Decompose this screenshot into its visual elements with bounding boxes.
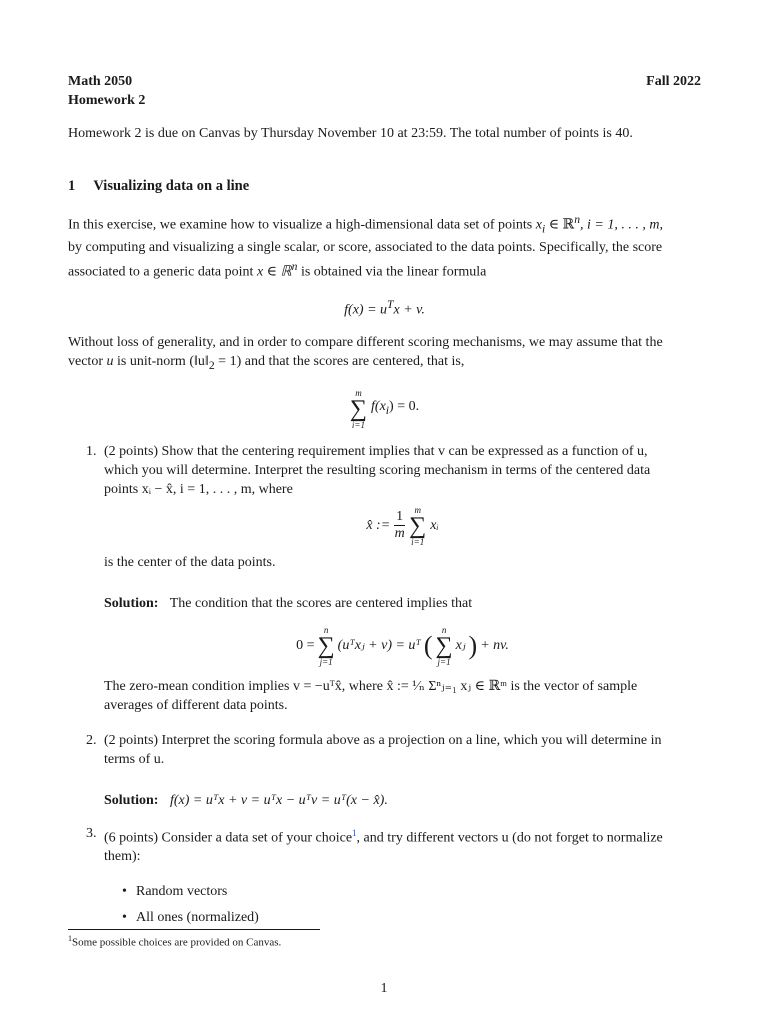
solution-1-text: The condition that the scores are centered implies that (169, 595, 473, 611)
course-name: Math 2050 (68, 74, 133, 89)
zero-mean-line1: The zero-mean condition implies v = −uᵀx̂, where x̂ := ¹⁄ₙ Σⁿⱼ₌₁ xⱼ ∈ ℝᵐ is the vector of sample (104, 678, 638, 694)
wlog-norm-sub: 2 (208, 358, 215, 372)
sum-lower-limit: i=1 (411, 536, 425, 547)
header-row (68, 72, 701, 91)
footnote-mark: 1 (68, 934, 72, 943)
intro-line3-text: associated to a generic data point (68, 265, 257, 281)
solution-1 (104, 594, 701, 613)
zero-mean-line2: averages of different data points. (104, 697, 288, 713)
problem3-line2: them): (104, 849, 141, 865)
wlog-line2-end: = 1) and that the scores are centered, that is, (214, 353, 465, 369)
centering-sub: i (385, 403, 390, 417)
sum-symbol: m ∑ i=1 (349, 387, 368, 430)
sol-eq-inner: xⱼ (455, 638, 466, 654)
problem3-line1-a: (6 points) Consider a data set of your choice (104, 830, 353, 846)
intro-line3-sup: n (291, 260, 298, 274)
score-formula-rhs: x + v. (393, 302, 425, 318)
sol-eq-end: + nv. (480, 638, 509, 654)
intro-line3-math: x ∈ ℝ (256, 265, 292, 281)
center-def-lhs: x̂ := (366, 518, 391, 534)
footnote-text: Some possible choices are provided on Canvas. (72, 936, 282, 949)
solution-1-equation: 0 = n ∑ j=1 (uᵀxⱼ + v) = uᵀ ( n ∑ j=1 xⱼ ) + nv. (296, 624, 509, 667)
sum-lower-limit: j=1 (319, 656, 333, 667)
wlog-paragraph (68, 333, 701, 375)
intro-math-x: x (535, 217, 542, 233)
fraction-numerator: 1 (396, 509, 404, 525)
sum-upper-limit: n (323, 624, 329, 635)
fraction-1-over-m (394, 509, 405, 542)
sol-eq-lhs: 0 = (296, 638, 315, 654)
score-formula-lhs: f(x) = u (344, 302, 388, 318)
section-number: 1 (68, 178, 76, 194)
homework-title: Homework 2 (68, 93, 146, 108)
sum-upper-limit: n (441, 624, 447, 635)
problem2-line2: terms of u. (104, 751, 165, 767)
centering-end: ) = 0. (389, 399, 420, 415)
footnote (68, 932, 281, 950)
sum-upper-limit: m (355, 387, 362, 398)
section-title: Visualizing data on a line (93, 178, 250, 194)
problem-item-1 (68, 442, 701, 715)
problem-list (68, 442, 701, 928)
intro-line3-end: is obtained via the linear formula (297, 265, 487, 281)
wlog-line1: Without loss of generality, and in order to compare different scoring mechanisms, we may assume that the (68, 334, 663, 350)
page-number: 1 (380, 981, 388, 996)
footnote-link[interactable]: 1 (352, 827, 357, 838)
sum-lower-limit: i=1 (351, 419, 365, 430)
problem3-line1-b: , and try different vectors u (do not forget to normalize (356, 830, 663, 846)
intro-math-in-R: ∈ ℝ (545, 217, 575, 233)
bullet-list (104, 882, 701, 927)
problem-number: 3. (86, 825, 97, 841)
wlog-norm: is unit-norm (‖u‖ (113, 353, 209, 369)
solution-2 (104, 791, 701, 810)
solution-label: Solution: (104, 792, 159, 808)
section-heading (68, 177, 701, 196)
due-note: Homework 2 is due on Canvas by Thursday November 10 at 23:59. The total number of points is 40. (68, 126, 633, 141)
sum-symbol: n ∑ j=1 (317, 624, 335, 667)
sum-symbol: m ∑ i=1 (409, 504, 427, 547)
problem2-line1: (2 points) Interpret the scoring formula above as a projection on a line, which you will determine in (104, 732, 662, 748)
center-definition (104, 505, 701, 547)
list-item: • Random vectors (104, 882, 701, 901)
sum-upper-limit: m (414, 504, 421, 515)
problem1-line1: (2 points) Show that the centering requirement implies that v can be expressed as a function of u, (104, 443, 648, 459)
score-formula (68, 295, 701, 320)
list-item: • All ones (normalized) (104, 908, 701, 927)
sum-lower-limit: j=1 (437, 656, 451, 667)
intro-math-sup: n (574, 213, 581, 226)
problem-number: 2. (86, 732, 97, 748)
footnote-rule (68, 929, 320, 930)
sol-eq-mid: (uᵀxⱼ + v) = uᵀ (337, 638, 421, 654)
center-def-after: is the center of the data points. (104, 554, 276, 570)
problem1-line2: which you will determine. Interpret the resulting scoring mechanism in terms of the centered data (104, 462, 651, 478)
term: Fall 2022 (646, 74, 701, 89)
wlog-u: u (106, 353, 114, 369)
fraction-denominator: m (394, 526, 405, 542)
solution-label: Solution: (104, 595, 159, 611)
score-formula-sup: T (387, 298, 394, 312)
problem-number: 1. (86, 443, 97, 459)
intro-line2: by computing and visualizing a single scalar, or score, associated to the data points. Specifically, the score (68, 240, 663, 256)
intro-paragraph (68, 210, 701, 282)
centering-body: f(x (371, 399, 386, 415)
wlog-line2-a: vector (68, 353, 107, 369)
problem-item-2 (68, 731, 701, 810)
sum-symbol: n ∑ j=1 (435, 624, 453, 667)
intro-math-sub: i (541, 222, 546, 236)
intro-math-range: , i = 1, . . . , m, (580, 217, 663, 233)
zero-mean-paragraph (104, 677, 701, 715)
intro-line1-text: In this exercise, we examine how to visualize a high-dimensional data set of points (68, 217, 536, 233)
problem-item-3 (68, 824, 701, 928)
solution-2-text: f(x) = uᵀx + v = uᵀx − uᵀv = uᵀ(x − x̂). (169, 792, 388, 808)
center-def-body: xᵢ (430, 518, 439, 534)
problem1-line3: points xᵢ − x̂, i = 1, . . . , m, where (104, 481, 293, 497)
document-page (68, 72, 701, 934)
centering-equation (68, 383, 701, 430)
